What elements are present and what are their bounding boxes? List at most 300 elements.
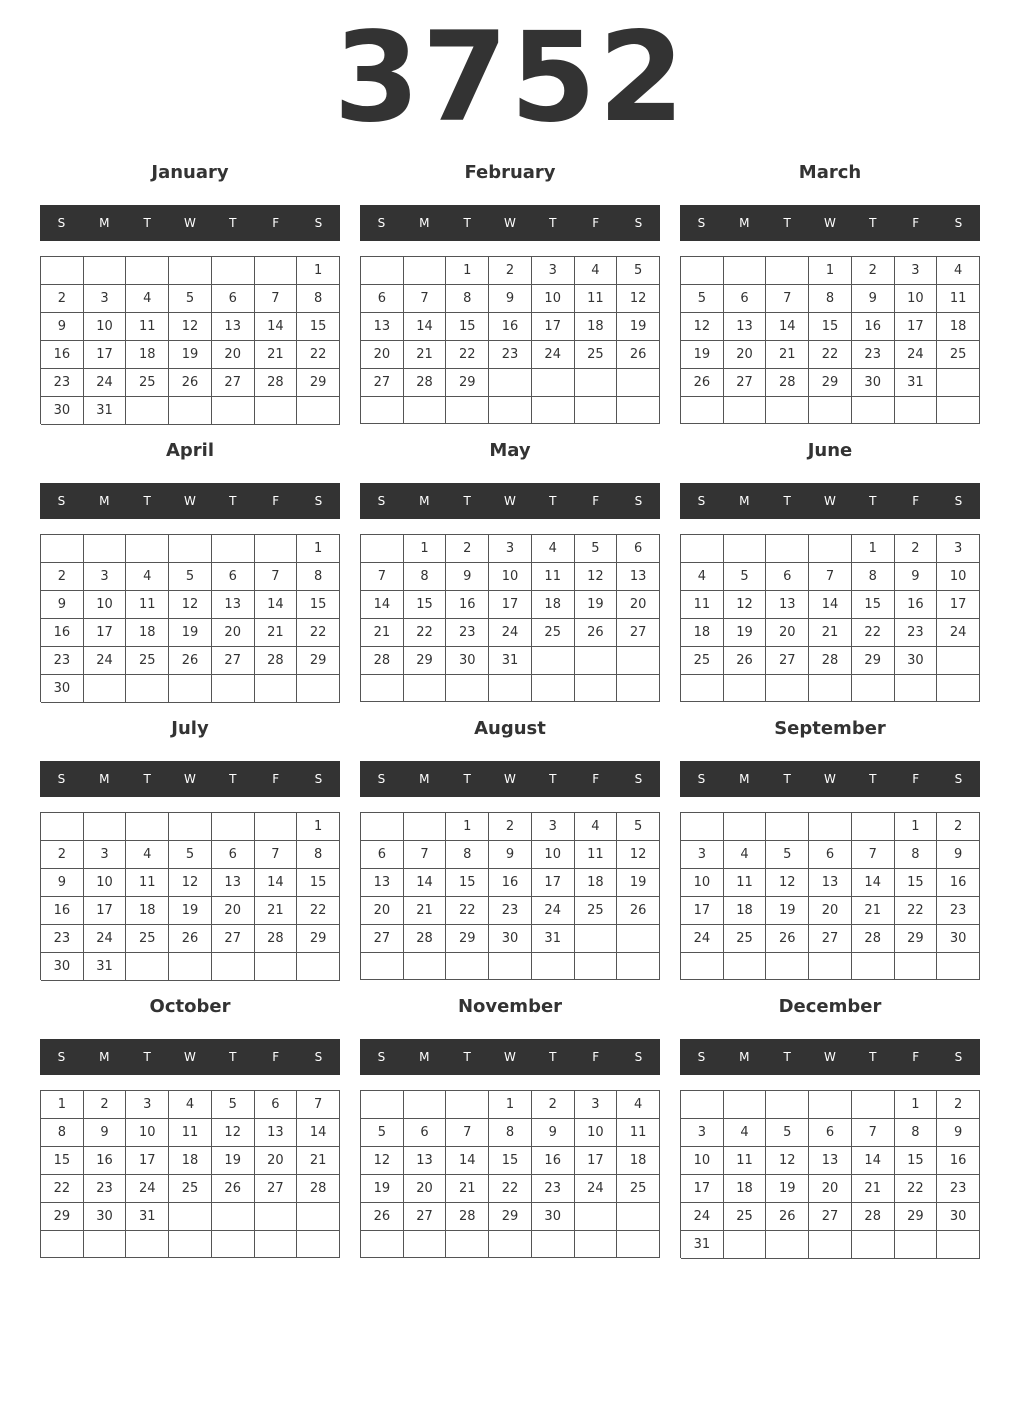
weekday-header (680, 761, 980, 797)
day-grid (360, 1090, 660, 1258)
weekday-label: T (463, 216, 471, 230)
day-cell: 30 (41, 953, 84, 981)
empty-day-cell (724, 675, 767, 702)
weekday-label: S (634, 772, 643, 786)
empty-day-cell (41, 535, 84, 563)
empty-day-cell (212, 675, 255, 703)
weekday-label: S (57, 494, 66, 508)
day-cell: 5 (766, 841, 809, 869)
weekday-label: W (504, 1050, 516, 1064)
day-cell: 13 (361, 313, 404, 341)
empty-day-cell (681, 1091, 724, 1119)
day-cell: 7 (446, 1119, 489, 1147)
empty-day-cell (404, 397, 447, 424)
weekday-label: T (869, 494, 877, 508)
weekday-label: T (143, 494, 151, 508)
empty-day-cell (809, 397, 852, 424)
empty-day-cell (532, 397, 575, 424)
day-cell: 30 (41, 675, 84, 703)
weekday-label: F (912, 1050, 920, 1064)
weekday-label: T (143, 772, 151, 786)
day-cell: 3 (681, 1119, 724, 1147)
empty-day-cell (297, 1231, 340, 1258)
empty-day-cell (255, 1231, 298, 1258)
day-cell: 12 (169, 313, 212, 341)
weekday-label: W (184, 494, 196, 508)
day-cell: 19 (681, 341, 724, 369)
day-cell: 25 (126, 647, 169, 675)
empty-day-cell (766, 675, 809, 702)
day-cell: 6 (212, 285, 255, 313)
empty-day-cell (766, 953, 809, 980)
month-title: January (151, 162, 229, 183)
day-cell: 16 (41, 341, 84, 369)
empty-day-cell (895, 1231, 938, 1259)
day-cell: 4 (532, 535, 575, 563)
day-cell: 22 (446, 897, 489, 925)
day-cell: 1 (41, 1091, 84, 1119)
empty-day-cell (532, 675, 575, 702)
weekday-label: S (954, 216, 963, 230)
day-cell: 8 (297, 563, 340, 591)
day-cell: 3 (532, 257, 575, 285)
day-cell: 7 (255, 841, 298, 869)
day-cell: 24 (532, 341, 575, 369)
empty-day-cell (169, 1231, 212, 1258)
empty-day-cell (937, 675, 980, 702)
day-cell: 28 (404, 369, 447, 397)
day-cell: 31 (532, 925, 575, 953)
month-title: October (149, 996, 231, 1017)
weekday-label: T (549, 772, 557, 786)
empty-day-cell (895, 397, 938, 424)
day-cell: 12 (617, 841, 660, 869)
day-cell: 10 (126, 1119, 169, 1147)
empty-day-cell (617, 1231, 660, 1258)
day-cell: 30 (489, 925, 532, 953)
day-cell: 26 (766, 925, 809, 953)
day-cell: 11 (724, 869, 767, 897)
day-cell: 6 (361, 841, 404, 869)
day-cell: 26 (169, 647, 212, 675)
weekday-label: T (549, 494, 557, 508)
day-cell: 9 (489, 285, 532, 313)
day-grid (360, 256, 660, 424)
empty-day-cell (724, 953, 767, 980)
weekday-label: F (592, 1050, 600, 1064)
day-cell: 16 (852, 313, 895, 341)
day-cell: 13 (255, 1119, 298, 1147)
day-cell: 14 (255, 313, 298, 341)
empty-day-cell (809, 953, 852, 980)
day-cell: 26 (766, 1203, 809, 1231)
empty-day-cell (617, 647, 660, 675)
day-cell: 11 (169, 1119, 212, 1147)
day-cell: 27 (255, 1175, 298, 1203)
weekday-header (360, 205, 660, 241)
month-january (40, 158, 340, 428)
day-cell: 17 (895, 313, 938, 341)
weekday-header (680, 1039, 980, 1075)
day-cell: 14 (255, 591, 298, 619)
weekday-label: W (824, 1050, 836, 1064)
month-october (40, 992, 340, 1262)
day-cell: 24 (126, 1175, 169, 1203)
empty-day-cell (937, 397, 980, 424)
empty-day-cell (852, 953, 895, 980)
day-grid (40, 812, 340, 980)
weekday-label: S (634, 494, 643, 508)
day-cell: 25 (724, 925, 767, 953)
day-cell: 13 (212, 869, 255, 897)
day-cell: 31 (126, 1203, 169, 1231)
day-cell: 27 (361, 925, 404, 953)
day-cell: 6 (724, 285, 767, 313)
day-cell: 26 (212, 1175, 255, 1203)
empty-day-cell (937, 953, 980, 980)
weekday-label: S (697, 216, 706, 230)
empty-day-cell (297, 953, 340, 981)
empty-day-cell (361, 397, 404, 424)
day-cell: 30 (937, 1203, 980, 1231)
day-cell: 28 (852, 925, 895, 953)
empty-day-cell (575, 369, 618, 397)
empty-day-cell (617, 369, 660, 397)
day-cell: 3 (895, 257, 938, 285)
day-cell: 18 (724, 897, 767, 925)
day-cell: 6 (809, 841, 852, 869)
weekday-label: T (783, 216, 791, 230)
day-cell: 3 (937, 535, 980, 563)
day-cell: 27 (404, 1203, 447, 1231)
day-cell: 12 (617, 285, 660, 313)
day-cell: 26 (169, 369, 212, 397)
weekday-label: T (869, 772, 877, 786)
day-cell: 12 (766, 869, 809, 897)
empty-day-cell (169, 257, 212, 285)
weekday-label: S (634, 1050, 643, 1064)
weekday-label: M (419, 1050, 430, 1064)
day-cell: 20 (212, 341, 255, 369)
empty-day-cell (84, 1231, 127, 1258)
day-cell: 15 (446, 313, 489, 341)
month-august (360, 714, 660, 984)
day-cell: 6 (617, 535, 660, 563)
day-cell: 22 (809, 341, 852, 369)
weekday-label: S (377, 1050, 386, 1064)
day-cell: 7 (404, 285, 447, 313)
day-cell: 17 (532, 313, 575, 341)
empty-day-cell (852, 1231, 895, 1259)
empty-day-cell (532, 647, 575, 675)
day-cell: 4 (126, 563, 169, 591)
empty-day-cell (575, 1203, 618, 1231)
day-cell: 4 (617, 1091, 660, 1119)
day-cell: 1 (297, 813, 340, 841)
day-cell: 9 (84, 1119, 127, 1147)
weekday-label: W (184, 772, 196, 786)
day-cell: 29 (895, 925, 938, 953)
day-cell: 15 (852, 591, 895, 619)
empty-day-cell (212, 813, 255, 841)
day-cell: 12 (169, 591, 212, 619)
day-cell: 28 (255, 369, 298, 397)
day-cell: 4 (724, 841, 767, 869)
day-cell: 26 (169, 925, 212, 953)
day-cell: 15 (489, 1147, 532, 1175)
day-cell: 29 (446, 925, 489, 953)
weekday-label: M (739, 494, 750, 508)
day-cell: 25 (724, 1203, 767, 1231)
day-cell: 9 (937, 841, 980, 869)
day-cell: 31 (489, 647, 532, 675)
day-cell: 8 (895, 1119, 938, 1147)
day-cell: 20 (809, 897, 852, 925)
day-cell: 17 (681, 897, 724, 925)
day-grid (360, 534, 660, 702)
weekday-label: T (783, 1050, 791, 1064)
day-cell: 13 (809, 1147, 852, 1175)
day-cell: 15 (809, 313, 852, 341)
day-cell: 1 (809, 257, 852, 285)
day-cell: 2 (852, 257, 895, 285)
day-cell: 4 (169, 1091, 212, 1119)
day-cell: 12 (361, 1147, 404, 1175)
empty-day-cell (681, 675, 724, 702)
day-cell: 18 (126, 897, 169, 925)
day-cell: 30 (895, 647, 938, 675)
day-cell: 5 (169, 841, 212, 869)
day-cell: 11 (532, 563, 575, 591)
empty-day-cell (617, 1203, 660, 1231)
day-cell: 5 (212, 1091, 255, 1119)
weekday-header (40, 205, 340, 241)
day-cell: 27 (361, 369, 404, 397)
empty-day-cell (169, 675, 212, 703)
day-cell: 8 (297, 841, 340, 869)
empty-day-cell (212, 1231, 255, 1258)
weekday-label: F (272, 1050, 280, 1064)
day-cell: 19 (361, 1175, 404, 1203)
day-cell: 20 (404, 1175, 447, 1203)
day-cell: 29 (297, 369, 340, 397)
day-cell: 8 (489, 1119, 532, 1147)
day-cell: 23 (937, 897, 980, 925)
weekday-label: M (739, 772, 750, 786)
day-cell: 24 (532, 897, 575, 925)
day-cell: 26 (361, 1203, 404, 1231)
day-cell: 14 (297, 1119, 340, 1147)
weekday-label: F (272, 216, 280, 230)
day-cell: 14 (852, 1147, 895, 1175)
day-cell: 20 (255, 1147, 298, 1175)
day-cell: 16 (937, 869, 980, 897)
day-cell: 2 (41, 285, 84, 313)
weekday-label: W (824, 216, 836, 230)
month-june (680, 436, 980, 706)
day-cell: 23 (41, 369, 84, 397)
day-cell: 12 (575, 563, 618, 591)
day-cell: 26 (617, 341, 660, 369)
day-cell: 14 (404, 869, 447, 897)
day-cell: 6 (809, 1119, 852, 1147)
day-cell: 11 (575, 285, 618, 313)
day-cell: 9 (937, 1119, 980, 1147)
day-cell: 20 (766, 619, 809, 647)
empty-day-cell (404, 675, 447, 702)
day-cell: 27 (212, 925, 255, 953)
day-cell: 6 (404, 1119, 447, 1147)
weekday-label: W (824, 494, 836, 508)
day-cell: 27 (617, 619, 660, 647)
weekday-label: T (463, 494, 471, 508)
empty-day-cell (937, 369, 980, 397)
day-cell: 23 (489, 341, 532, 369)
month-may (360, 436, 660, 706)
day-cell: 27 (212, 369, 255, 397)
day-cell: 25 (532, 619, 575, 647)
day-cell: 9 (489, 841, 532, 869)
empty-day-cell (724, 1091, 767, 1119)
day-cell: 1 (489, 1091, 532, 1119)
day-grid (680, 1090, 980, 1258)
month-title: March (798, 162, 862, 183)
weekday-label: T (783, 772, 791, 786)
day-cell: 5 (617, 257, 660, 285)
empty-day-cell (575, 647, 618, 675)
day-cell: 18 (126, 341, 169, 369)
weekday-label: T (783, 494, 791, 508)
day-cell: 24 (84, 925, 127, 953)
day-cell: 10 (575, 1119, 618, 1147)
weekday-label: F (272, 772, 280, 786)
empty-day-cell (617, 675, 660, 702)
weekday-label: W (824, 772, 836, 786)
day-cell: 5 (766, 1119, 809, 1147)
day-cell: 28 (446, 1203, 489, 1231)
day-cell: 18 (937, 313, 980, 341)
day-grid (40, 1090, 340, 1258)
day-cell: 22 (297, 341, 340, 369)
empty-day-cell (575, 675, 618, 702)
empty-day-cell (575, 1231, 618, 1258)
day-cell: 15 (297, 591, 340, 619)
empty-day-cell (809, 1231, 852, 1259)
day-cell: 7 (361, 563, 404, 591)
empty-day-cell (169, 813, 212, 841)
weekday-label: S (314, 1050, 323, 1064)
empty-day-cell (766, 535, 809, 563)
empty-day-cell (575, 925, 618, 953)
day-cell: 4 (724, 1119, 767, 1147)
weekday-label: T (229, 1050, 237, 1064)
day-cell: 1 (297, 257, 340, 285)
empty-day-cell (575, 953, 618, 980)
weekday-label: M (419, 772, 430, 786)
day-cell: 19 (169, 341, 212, 369)
day-cell: 12 (169, 869, 212, 897)
weekday-label: S (377, 216, 386, 230)
day-cell: 16 (895, 591, 938, 619)
empty-day-cell (361, 535, 404, 563)
empty-day-cell (852, 675, 895, 702)
weekday-label: S (697, 494, 706, 508)
day-cell: 17 (84, 619, 127, 647)
day-cell: 5 (169, 563, 212, 591)
day-cell: 29 (41, 1203, 84, 1231)
day-cell: 28 (852, 1203, 895, 1231)
empty-day-cell (446, 675, 489, 702)
day-cell: 17 (126, 1147, 169, 1175)
weekday-label: S (314, 494, 323, 508)
empty-day-cell (681, 397, 724, 424)
empty-day-cell (126, 953, 169, 981)
day-cell: 11 (126, 869, 169, 897)
day-cell: 1 (297, 535, 340, 563)
weekday-label: F (272, 494, 280, 508)
day-cell: 8 (895, 841, 938, 869)
day-cell: 16 (937, 1147, 980, 1175)
day-cell: 30 (446, 647, 489, 675)
empty-day-cell (255, 1203, 298, 1231)
month-title: August (474, 718, 546, 739)
weekday-label: T (549, 216, 557, 230)
weekday-label: W (504, 216, 516, 230)
weekday-label: W (504, 494, 516, 508)
day-cell: 10 (84, 869, 127, 897)
day-cell: 29 (404, 647, 447, 675)
day-cell: 18 (575, 869, 618, 897)
weekday-label: T (229, 772, 237, 786)
empty-day-cell (126, 1231, 169, 1258)
day-cell: 22 (41, 1175, 84, 1203)
day-cell: 3 (575, 1091, 618, 1119)
weekday-label: W (504, 772, 516, 786)
day-cell: 31 (84, 953, 127, 981)
weekday-label: S (954, 772, 963, 786)
day-cell: 22 (446, 341, 489, 369)
day-cell: 21 (404, 341, 447, 369)
empty-day-cell (532, 1231, 575, 1258)
day-cell: 23 (895, 619, 938, 647)
day-cell: 8 (809, 285, 852, 313)
day-cell: 5 (169, 285, 212, 313)
day-cell: 16 (84, 1147, 127, 1175)
day-cell: 2 (489, 257, 532, 285)
weekday-label: F (592, 772, 600, 786)
empty-day-cell (404, 953, 447, 980)
empty-day-cell (169, 1203, 212, 1231)
day-cell: 6 (361, 285, 404, 313)
weekday-header (360, 761, 660, 797)
day-cell: 19 (617, 313, 660, 341)
day-cell: 22 (297, 897, 340, 925)
weekday-label: F (592, 494, 600, 508)
day-cell: 18 (575, 313, 618, 341)
empty-day-cell (489, 675, 532, 702)
day-cell: 16 (532, 1147, 575, 1175)
day-cell: 19 (617, 869, 660, 897)
day-cell: 11 (617, 1119, 660, 1147)
day-grid (680, 256, 980, 424)
empty-day-cell (937, 647, 980, 675)
day-cell: 17 (937, 591, 980, 619)
day-cell: 15 (895, 1147, 938, 1175)
empty-day-cell (84, 675, 127, 703)
weekday-label: T (463, 1050, 471, 1064)
day-cell: 24 (681, 1203, 724, 1231)
day-cell: 10 (489, 563, 532, 591)
